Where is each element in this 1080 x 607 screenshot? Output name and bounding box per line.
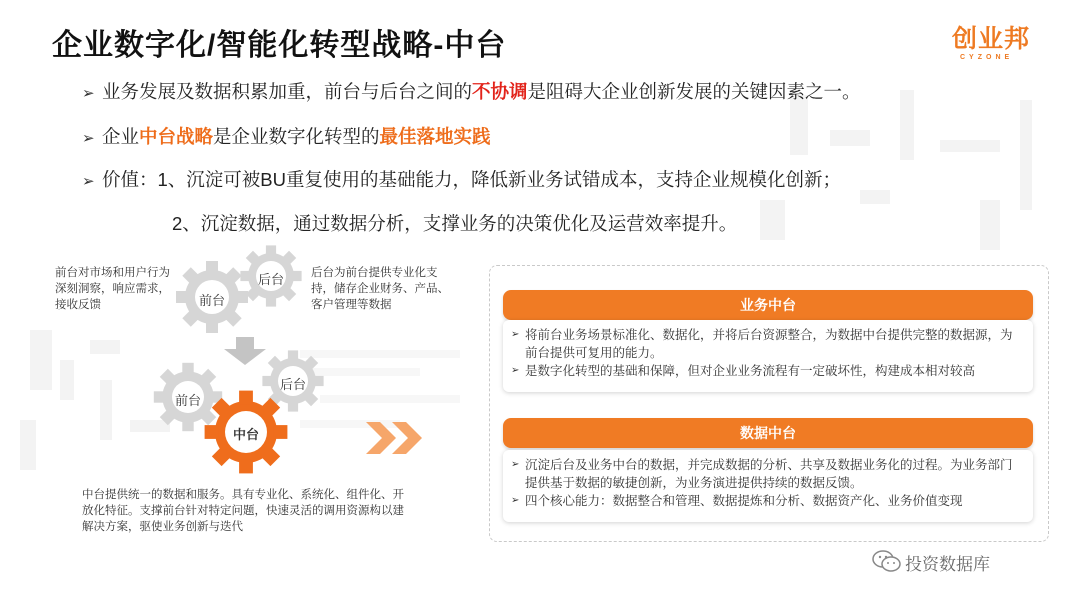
double-chevron-icon xyxy=(366,418,432,458)
bullet-highlight: 不协调 xyxy=(472,81,528,102)
bullet-highlight: 中台战略 xyxy=(139,126,214,147)
gear-label-back: 后台 xyxy=(279,377,306,392)
logo-subtext: CYZONE xyxy=(960,54,1014,61)
middle-description: 中台提供统一的数据和服务。具有专业化、系统化、组件化、开放化特征。支撑前台针对特定问题，快速灵活的调用资源构以建解决方案，驱使业务创新与迭代 xyxy=(82,489,404,533)
data-platform-card xyxy=(503,450,1033,522)
bullet-item xyxy=(82,166,841,192)
gear-diagram xyxy=(150,240,340,480)
bullet-text: 业务发展及数据积累加重，前台与后台之间的 xyxy=(102,81,473,102)
page-title: 企业数字化/智能化转型战略-中台 xyxy=(52,29,507,62)
bullet-highlight: 最佳落地实践 xyxy=(379,126,491,147)
gear-label-back: 后台 xyxy=(257,272,284,287)
down-arrow-icon xyxy=(224,337,266,365)
bullet-text: 是阻碍大企业创新发展的关键因素之一。 xyxy=(527,81,861,102)
bullet-text: 企业 xyxy=(102,126,140,147)
bullet-item xyxy=(82,123,491,149)
bullet-text: 价值：1、沉淀可被BU重复使用的基础能力，降低新业务试错成本，支持企业规模化创新； xyxy=(102,169,841,190)
gear-label-front: 前台 xyxy=(198,293,225,308)
list-item: ➢ 四个核心能力：数据整合和管理、数据提炼和分析、数据资产化、业务价值变现 xyxy=(525,492,1021,510)
brand-logo xyxy=(952,24,1036,70)
bullet-continuation: 2、沉淀数据，通过数据分析，支撑业务的决策优化及运营效率提升。 xyxy=(172,213,738,234)
gear-label-middle: 中台 xyxy=(232,427,259,442)
bullet-item xyxy=(82,78,861,104)
gear-label-front: 前台 xyxy=(174,393,201,408)
business-platform-card xyxy=(503,320,1033,392)
arrow-bullet-icon: ➢ xyxy=(82,130,95,147)
watermark-text: 投资数据库 xyxy=(905,555,990,574)
business-platform-header: 业务中台 xyxy=(503,290,1033,320)
arrow-bullet-icon: ➢ xyxy=(82,85,95,102)
data-platform-header: 数据中台 xyxy=(503,418,1033,448)
list-item: ➢ 沉淀后台及业务中台的数据，并完成数据的分析、共享及数据业务化的过程。为业务部门提供基于数据的敏捷创新，为业务演进提供持续的数据反馈。 xyxy=(525,456,1021,492)
list-item: ➢ 将前台业务场景标准化、数据化，并将后台资源整合，为数据中台提供完整的数据源，为前台提供可复用的能力。 xyxy=(525,326,1021,362)
logo-text: 创业邦 xyxy=(952,25,1031,53)
arrow-bullet-icon: ➢ xyxy=(82,173,95,190)
back-description: 后台为前台提供专业化支持，储存企业财务、产品、客户管理等数据 xyxy=(311,267,449,311)
bullet-text: 是企业数字化转型的 xyxy=(213,126,380,147)
list-item: ➢ 是数字化转型的基础和保障，但对企业业务流程有一定破坏性，构建成本相对较高 xyxy=(525,362,1021,380)
wechat-icon xyxy=(872,549,902,573)
front-description: 前台对市场和用户行为深刻洞察，响应需求，接收反馈 xyxy=(55,267,170,311)
